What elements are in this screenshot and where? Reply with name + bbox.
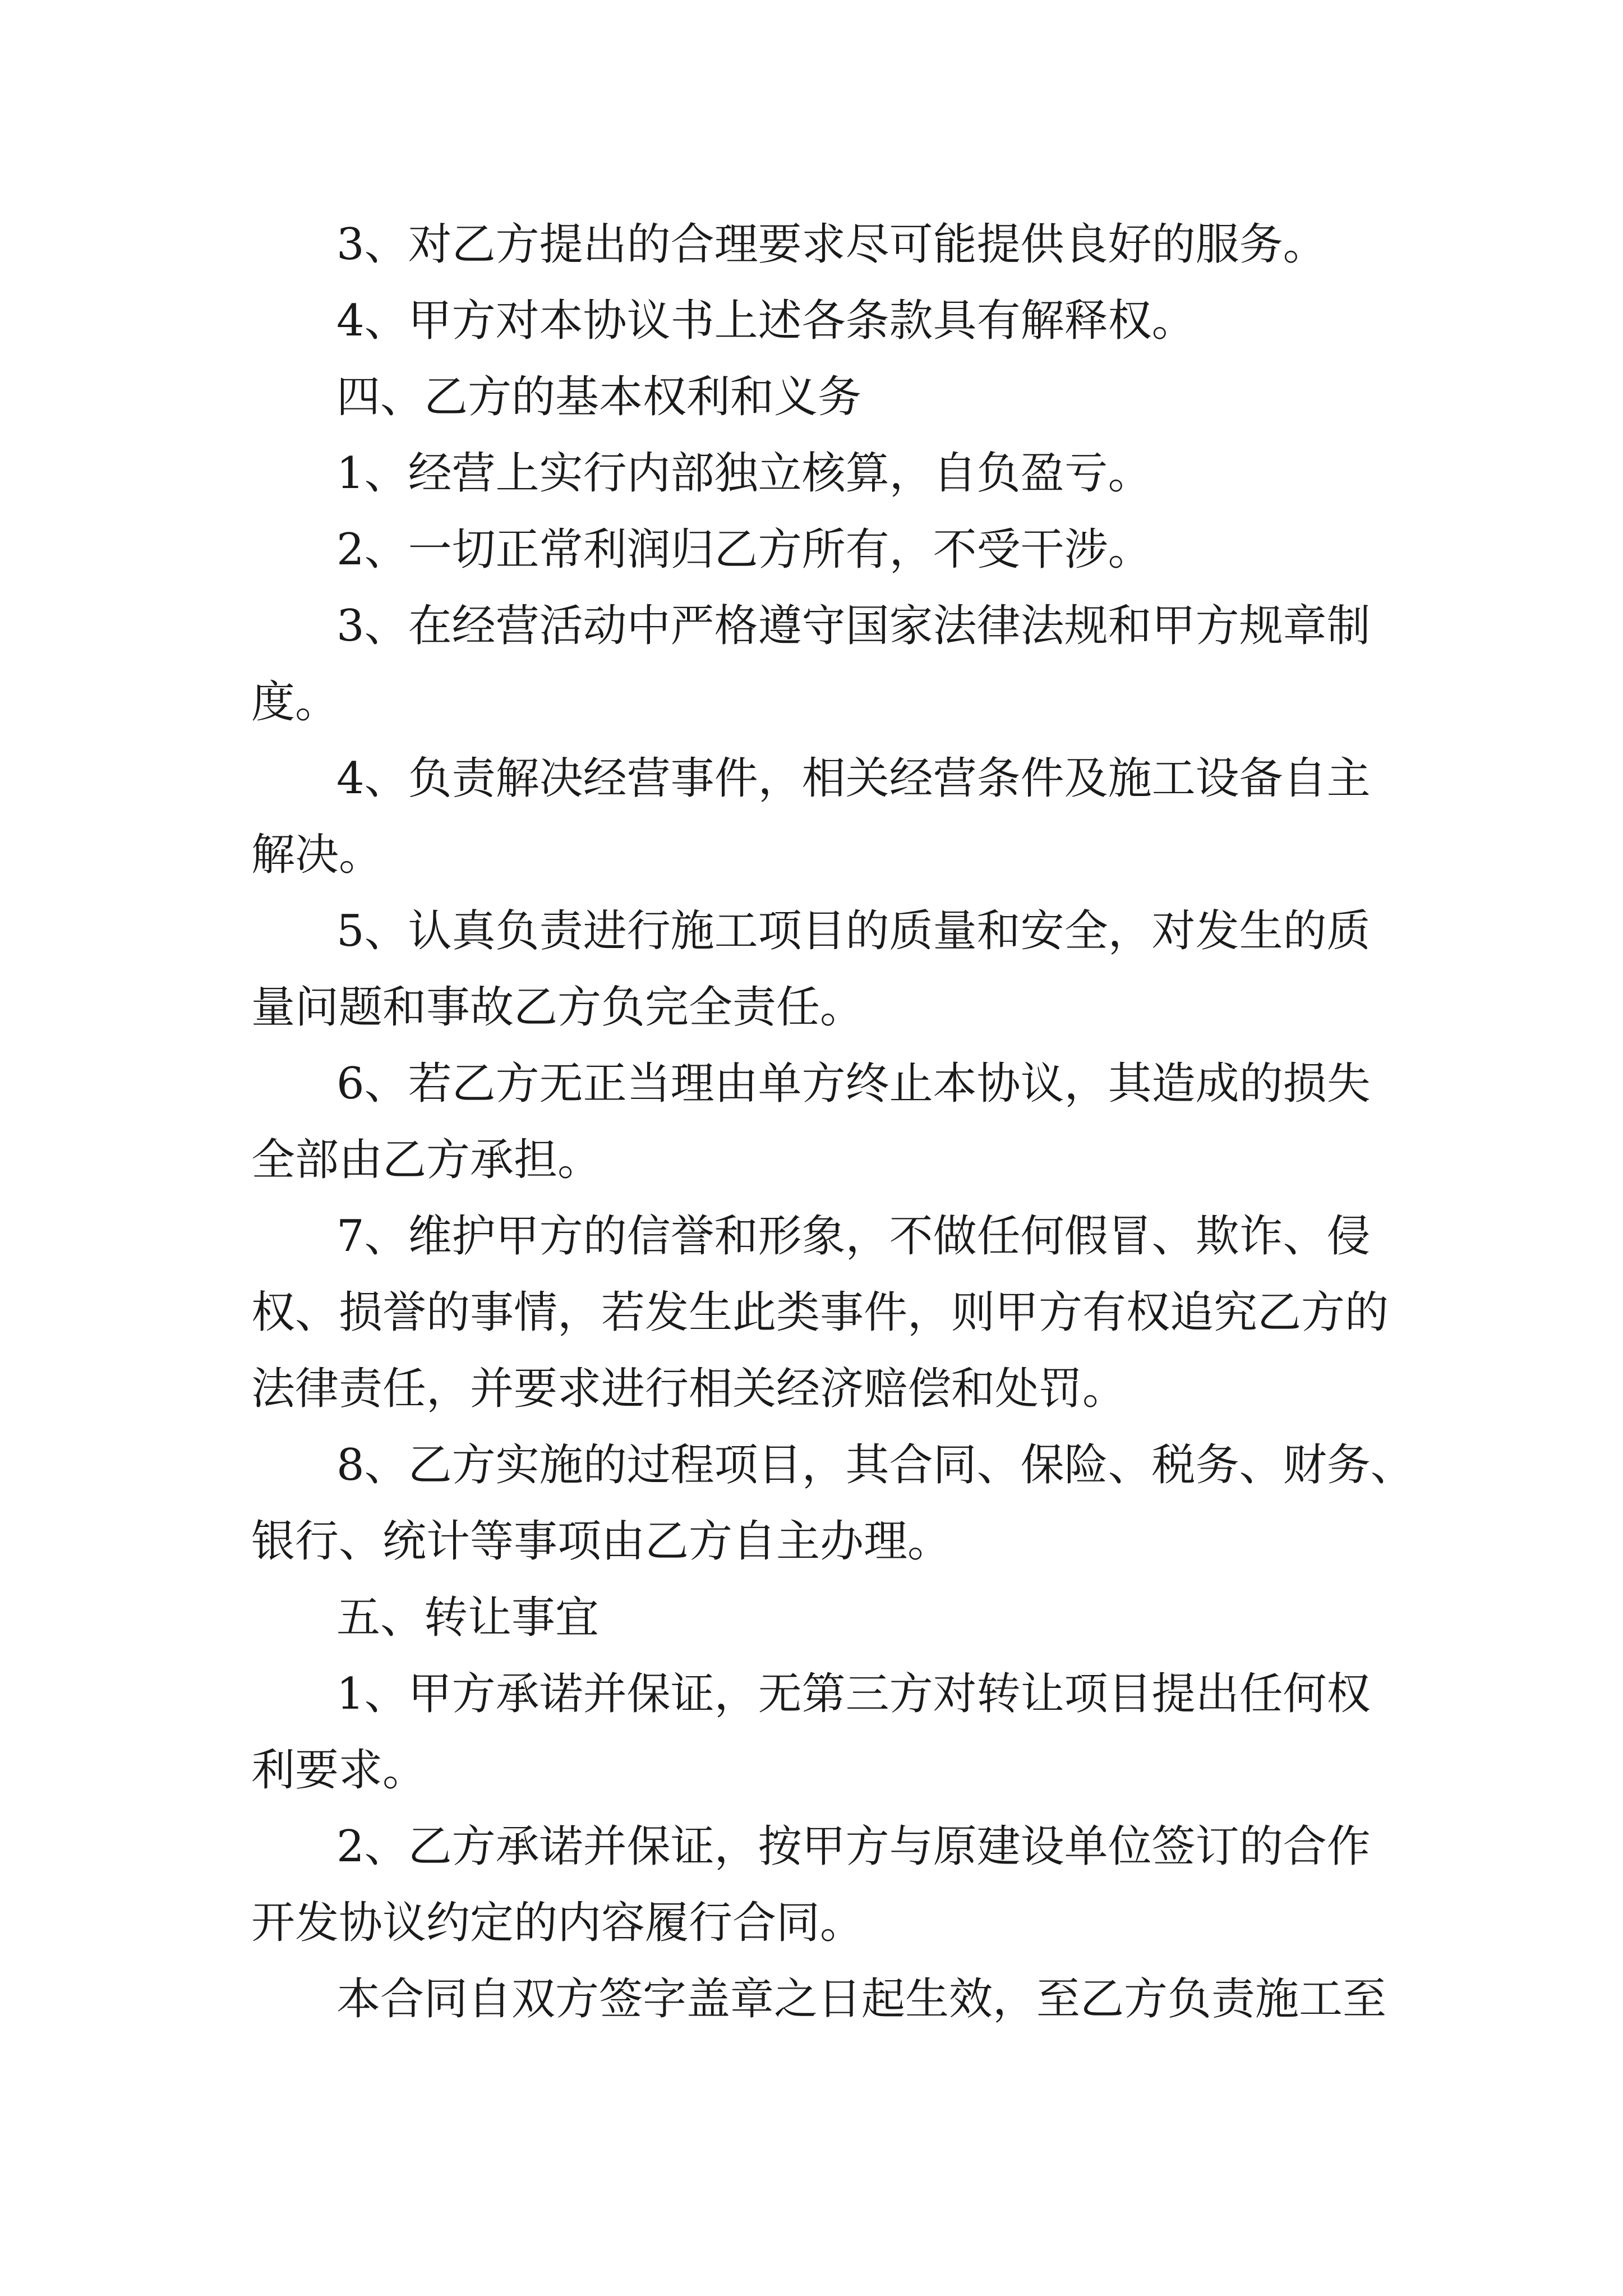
clause-1-accounting: 1、经营上实行内部独立核算，自负盈亏。 bbox=[336, 448, 1152, 499]
clause-2-profits: 2、一切正常利润归乙方所有，不受干涉。 bbox=[336, 524, 1152, 575]
transfer-clause-1-cont: 利要求。 bbox=[251, 1745, 427, 1796]
clause-3-compliance-cont: 度。 bbox=[251, 677, 339, 728]
clause-5-quality: 5、认真负责进行施工项目的质量和安全，对发生的质 bbox=[336, 906, 1371, 956]
clause-3-service: 3、对乙方提出的合理要求尽可能提供良好的服务。 bbox=[336, 219, 1327, 270]
clause-6-termination: 6、若乙方无正当理由单方终止本协议，其造成的损失 bbox=[336, 1059, 1371, 1109]
section-heading-transfer: 五、转让事宜 bbox=[336, 1593, 600, 1643]
clause-8-administration-cont: 银行、统计等事项由乙方自主办理。 bbox=[251, 1516, 952, 1567]
clause-7-reputation-cont-1: 权、损誉的事情，若发生此类事件，则甲方有权追究乙方的 bbox=[251, 1287, 1389, 1338]
effective-date-clause: 本合同自双方签字盖章之日起生效，至乙方负责施工至 bbox=[336, 1974, 1387, 2024]
clause-6-termination-cont: 全部由乙方承担。 bbox=[251, 1135, 602, 1185]
clause-4-operations-cont: 解决。 bbox=[251, 830, 383, 880]
clause-7-reputation: 7、维护甲方的信誉和形象，不做任何假冒、欺诈、侵 bbox=[336, 1211, 1371, 1262]
clause-4-operations: 4、负责解决经营事件，相关经营条件及施工设备自主 bbox=[336, 753, 1371, 804]
section-heading-party-b: 四、乙方的基本权利和义务 bbox=[336, 372, 862, 422]
clause-4-interpretation: 4、甲方对本协议书上述各条款具有解释权。 bbox=[336, 296, 1196, 346]
clause-7-reputation-cont-2: 法律责任，并要求进行相关经济赔偿和处罚。 bbox=[251, 1364, 1127, 1414]
clause-8-administration: 8、乙方实施的过程项目，其合同、保险、税务、财务、 bbox=[336, 1440, 1414, 1490]
transfer-clause-1: 1、甲方承诺并保证，无第三方对转让项目提出任何权 bbox=[336, 1669, 1371, 1719]
clause-3-compliance: 3、在经营活动中严格遵守国家法律法规和甲方规章制 bbox=[336, 601, 1371, 651]
transfer-clause-2-cont: 开发协议约定的内容履行合同。 bbox=[251, 1898, 864, 1948]
transfer-clause-2: 2、乙方承诺并保证，按甲方与原建设单位签订的合作 bbox=[336, 1821, 1371, 1872]
clause-5-quality-cont: 量问题和事故乙方负完全责任。 bbox=[251, 982, 864, 1033]
